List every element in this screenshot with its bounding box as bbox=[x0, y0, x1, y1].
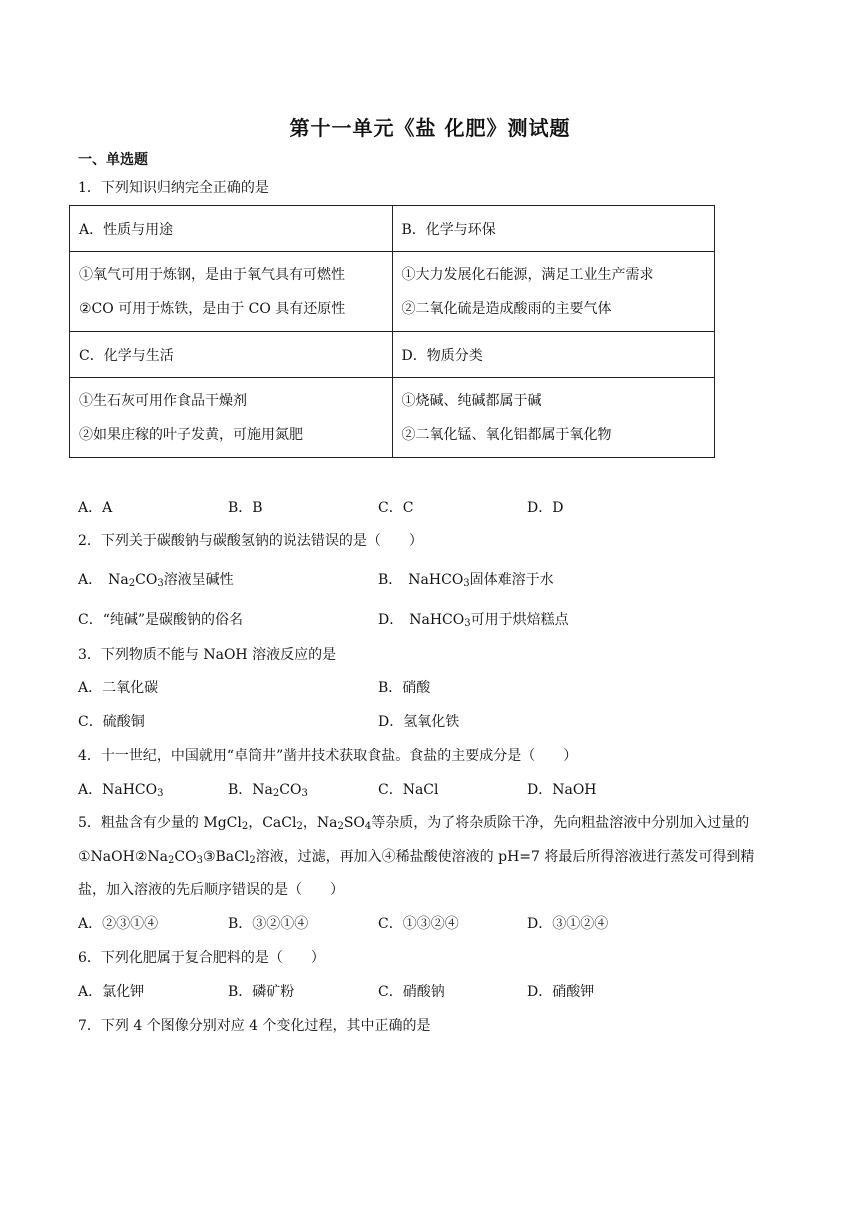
q4-option-c: C．NaCl bbox=[378, 782, 439, 798]
q5-option-a: A．②③①④ bbox=[78, 916, 159, 932]
question-5-line-2 bbox=[78, 850, 754, 864]
q2-option-b bbox=[378, 573, 554, 587]
text-part: 溶液，过滤，再加入④稀盐酸使溶液的 pH=7 将最后所得溶液进行蒸发可得到精 bbox=[255, 849, 755, 865]
question-5-line-1 bbox=[78, 816, 749, 830]
table-a-line-2: ②CO 可用于炼铁，是由于 CO 具有还原性 bbox=[79, 300, 346, 317]
page-title: 第十一单元《盐 化肥》测试题 bbox=[289, 116, 571, 140]
table-d-line-2: ②二氧化锰、氧化铝都属于氧化物 bbox=[401, 426, 612, 443]
table-c-line-1: ①生石灰可用作食品干燥剂 bbox=[79, 392, 247, 409]
formula-subscript: 3 bbox=[464, 618, 471, 629]
text-part: ，Na bbox=[302, 815, 338, 831]
table-cell-a-body bbox=[70, 252, 393, 332]
formula-subscript: 3 bbox=[301, 788, 308, 799]
formula-subscript: 2 bbox=[167, 855, 175, 866]
q2-d-text: 可用于烘焙糕点 bbox=[470, 612, 569, 628]
formula-part: Na bbox=[108, 572, 129, 588]
q2-d-formula: NaHCO bbox=[409, 612, 465, 628]
q4-option-b bbox=[228, 783, 308, 797]
q3-option-b: B．硝酸 bbox=[378, 680, 431, 696]
q5-option-c: C．①③②④ bbox=[378, 916, 459, 932]
question-5-line-3: 盐，加入溶液的先后顺序错误的是（ ） bbox=[78, 882, 344, 898]
formula-subscript: 2 bbox=[337, 821, 344, 832]
table-cell-b-body bbox=[392, 252, 715, 332]
table-cell-d-body bbox=[392, 378, 715, 458]
table-c-line-2: ②如果庄稼的叶子发黄，可施用氮肥 bbox=[79, 426, 303, 443]
formula-subscript: 2 bbox=[296, 821, 303, 832]
table-b-line-2: ②二氧化硫是造成酸雨的主要气体 bbox=[401, 300, 612, 317]
q2-option-d bbox=[378, 613, 569, 627]
q1-option-b: B．B bbox=[228, 500, 263, 516]
table-d-line-1: ①烧碱、纯碱都属于碱 bbox=[401, 392, 542, 409]
formula-subscript: 2 bbox=[249, 855, 256, 866]
formula-subscript: 3 bbox=[196, 855, 203, 866]
text-part: 5．粗盐含有少量的 MgCl bbox=[78, 815, 242, 831]
q3-option-a: A．二氧化碳 bbox=[78, 680, 159, 696]
table-cell-b-head: B．化学与环保 bbox=[392, 206, 715, 252]
q3-option-d: D．氢氧化铁 bbox=[378, 714, 460, 730]
q2-option-c: C．“纯碱”是碳酸钠的俗名 bbox=[78, 612, 244, 628]
text-part: CO bbox=[174, 849, 197, 865]
formula-part: A．NaHCO bbox=[78, 782, 158, 798]
q2-option-a bbox=[78, 573, 234, 587]
question-2-stem: 2．下列关于碳酸钠与碳酸氢钠的说法错误的是（ ） bbox=[78, 533, 423, 549]
q6-option-a: A．氯化钾 bbox=[78, 984, 145, 1000]
q1-option-a: A．A bbox=[78, 500, 113, 516]
formula-part: CO bbox=[135, 572, 158, 588]
formula-subscript: 3 bbox=[157, 788, 164, 799]
q5-option-d: D．③①②④ bbox=[527, 916, 609, 932]
q1-option-d: D．D bbox=[527, 500, 564, 516]
q4-option-a bbox=[78, 783, 163, 797]
table-cell-d-head: D．物质分类 bbox=[392, 332, 715, 378]
text-part: 等杂质，为了将杂质除干净，先向粗盐溶液中分别加入过量的 bbox=[371, 815, 750, 831]
q5-option-b: B．③②①④ bbox=[228, 916, 309, 932]
formula-part: CO bbox=[279, 782, 302, 798]
q3-option-c: C．硫酸铜 bbox=[78, 714, 145, 730]
question-1-stem: 1．下列知识归纳完全正确的是 bbox=[78, 180, 269, 196]
q6-option-c: C．硝酸钠 bbox=[378, 984, 445, 1000]
text-part: ①NaOH②Na bbox=[78, 849, 168, 865]
q2-a-prefix: A． bbox=[78, 572, 103, 588]
q4-option-d: D．NaOH bbox=[527, 782, 597, 798]
text-part: SO bbox=[343, 815, 365, 831]
q6-option-d: D．硝酸钾 bbox=[527, 984, 595, 1000]
text-part: ，CaCl bbox=[248, 815, 297, 831]
q2-b-formula: NaHCO bbox=[408, 572, 464, 588]
q2-d-prefix: D． bbox=[378, 612, 404, 628]
table-a-line-1: ①氧气可用于炼钢，是由于氧气具有可燃性 bbox=[79, 266, 345, 283]
formula-subscript: 3 bbox=[463, 578, 470, 589]
table-cell-a-head: A．性质与用途 bbox=[70, 206, 393, 252]
formula-subscript: 4 bbox=[364, 821, 372, 832]
knowledge-table bbox=[69, 205, 715, 458]
section-heading: 一、单选题 bbox=[78, 152, 148, 168]
text-part: ③BaCl bbox=[202, 849, 250, 865]
q2-b-text: 固体难溶于水 bbox=[469, 572, 554, 588]
question-7-stem: 7．下列 4 个图像分别对应 4 个变化过程，其中正确的是 bbox=[78, 1018, 431, 1034]
q2-a-text: 溶液呈碱性 bbox=[163, 572, 234, 588]
formula-subscript: 2 bbox=[241, 821, 249, 832]
q1-option-c: C．C bbox=[378, 500, 414, 516]
formula-subscript: 2 bbox=[128, 578, 136, 589]
q2-a-formula bbox=[108, 572, 164, 588]
q2-b-prefix: B． bbox=[378, 572, 403, 588]
table-cell-c-head: C．化学与生活 bbox=[70, 332, 393, 378]
formula-subscript: 2 bbox=[272, 788, 280, 799]
formula-subscript: 3 bbox=[157, 578, 164, 589]
q6-option-b: B．磷矿粉 bbox=[228, 984, 295, 1000]
formula-part: B．Na bbox=[228, 782, 273, 798]
table-b-line-1: ①大力发展化石能源，满足工业生产需求 bbox=[401, 266, 654, 283]
question-4-stem: 4．十一世纪，中国就用“卓筒井”凿井技术获取食盐。食盐的主要成分是（ ） bbox=[78, 748, 578, 764]
question-6-stem: 6．下列化肥属于复合肥料的是（ ） bbox=[78, 950, 325, 966]
table-cell-c-body bbox=[70, 378, 393, 458]
question-3-stem: 3．下列物质不能与 NaOH 溶液反应的是 bbox=[78, 647, 337, 663]
